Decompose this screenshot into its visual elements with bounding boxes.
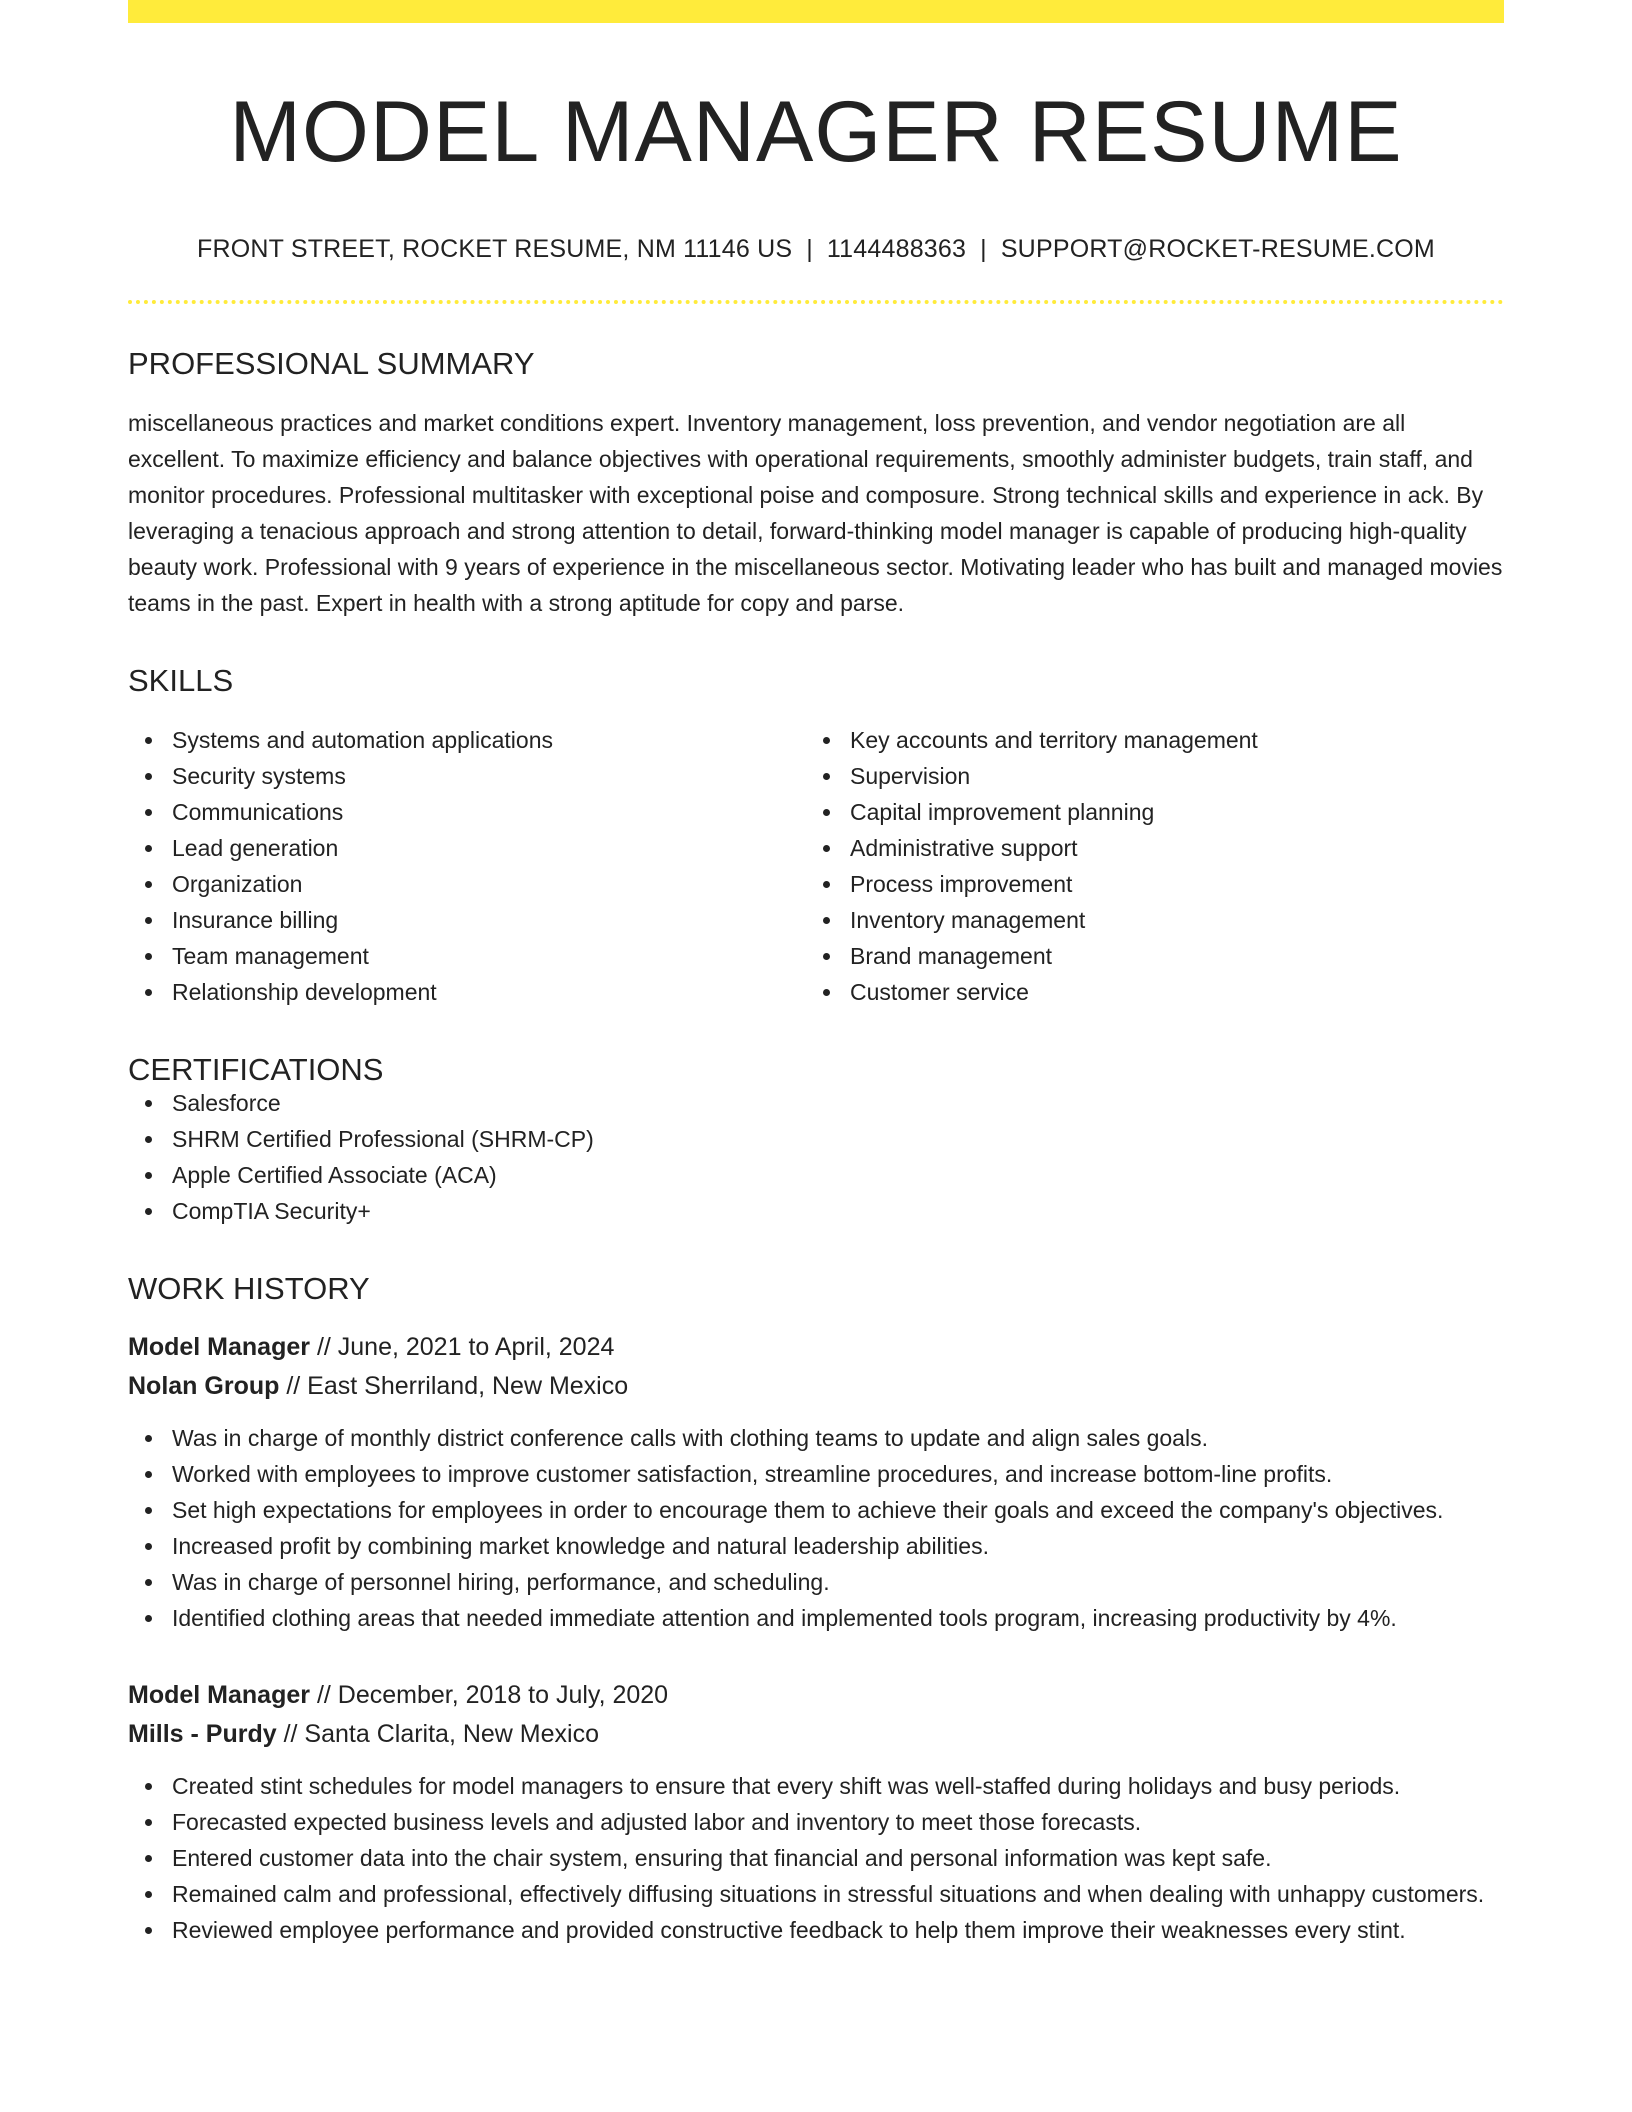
skills-section — [128, 662, 1504, 1010]
job-bullets — [128, 1768, 1504, 1948]
skill-item: Systems and automation applications — [128, 722, 806, 758]
job-company: Nolan Group — [128, 1371, 280, 1400]
work-history-heading: WORK HISTORY — [128, 1270, 370, 1306]
job-bullet: Was in charge of monthly district conference calls with clothing teams to update and align sales goals. — [128, 1420, 1504, 1456]
job-bullet: Remained calm and professional, effectively diffusing situations in stressful situations and when dealing with unhappy customers. — [128, 1876, 1504, 1912]
accent-bar — [128, 0, 1504, 23]
skill-item: Process improvement — [806, 866, 1484, 902]
resume-title: MODEL MANAGER RESUME — [229, 84, 1403, 180]
contact-line — [128, 235, 1504, 264]
contact-separator: | — [980, 234, 987, 263]
job-company-line — [128, 1715, 1504, 1754]
job-entry — [128, 1328, 1504, 1636]
job-bullet: Was in charge of personnel hiring, performance, and scheduling. — [128, 1564, 1504, 1600]
skill-item: Key accounts and territory management — [806, 722, 1484, 758]
skill-item: Supervision — [806, 758, 1484, 794]
contact-address: FRONT STREET, ROCKET RESUME, NM 11146 US — [197, 234, 793, 263]
job-bullet: Set high expectations for employees in order to encourage them to achieve their goals and exceed the company's objectives. — [128, 1492, 1504, 1528]
skills-list-right — [806, 722, 1484, 1010]
certification-item: Apple Certified Associate (ACA) — [128, 1157, 1504, 1193]
job-company: Mills - Purdy — [128, 1719, 277, 1748]
job-role: Model Manager — [128, 1332, 310, 1361]
skill-item: Administrative support — [806, 830, 1484, 866]
skill-item: Security systems — [128, 758, 806, 794]
certifications-list — [128, 1085, 1504, 1229]
header-divider — [128, 300, 1504, 304]
contact-phone: 1144488363 — [826, 234, 967, 263]
skill-item: Team management — [128, 938, 806, 974]
job-location: // Santa Clarita, New Mexico — [283, 1719, 599, 1748]
job-entry — [128, 1676, 1504, 1948]
job-bullets — [128, 1420, 1504, 1636]
skill-item: Inventory management — [806, 902, 1484, 938]
job-title-line — [128, 1328, 1504, 1367]
skill-item: Communications — [128, 794, 806, 830]
skill-item: Relationship development — [128, 974, 806, 1010]
job-title-line — [128, 1676, 1504, 1715]
job-location: // East Sherriland, New Mexico — [286, 1371, 629, 1400]
certifications-section — [128, 1051, 1504, 1229]
contact-separator: | — [806, 234, 813, 263]
job-bullet: Identified clothing areas that needed immediate attention and implemented tools program, increasing productivity by 4%. — [128, 1600, 1504, 1636]
certification-item: Salesforce — [128, 1085, 1504, 1121]
summary-heading: PROFESSIONAL SUMMARY — [128, 345, 535, 381]
job-bullet: Forecasted expected business levels and adjusted labor and inventory to meet those forecasts. — [128, 1804, 1504, 1840]
job-role: Model Manager — [128, 1680, 310, 1709]
job-bullet: Increased profit by combining market knowledge and natural leadership abilities. — [128, 1528, 1504, 1564]
job-bullet: Created stint schedules for model managers to ensure that every shift was well-staffed during holidays and busy periods. — [128, 1768, 1504, 1804]
skill-item: Brand management — [806, 938, 1484, 974]
skill-item: Customer service — [806, 974, 1484, 1010]
skills-list-left — [128, 722, 806, 1010]
job-company-line — [128, 1367, 1504, 1406]
job-bullet: Reviewed employee performance and provided constructive feedback to help them improve their weaknesses every stint. — [128, 1912, 1504, 1948]
certifications-heading: CERTIFICATIONS — [128, 1051, 384, 1087]
job-bullet: Entered customer data into the chair system, ensuring that financial and personal information was kept safe. — [128, 1840, 1504, 1876]
work-history-section — [128, 1270, 1504, 1948]
skills-heading: SKILLS — [128, 662, 234, 698]
skills-columns — [128, 722, 1504, 1010]
job-dates: // December, 2018 to July, 2020 — [316, 1680, 669, 1709]
skill-item: Insurance billing — [128, 902, 806, 938]
certification-item: SHRM Certified Professional (SHRM-CP) — [128, 1121, 1504, 1157]
skill-item: Capital improvement planning — [806, 794, 1484, 830]
summary-text: miscellaneous practices and market conditions expert. Inventory management, loss prevention, and vendor negotiation are all excellent. To maximize efficiency and balance objectives with operational requirements, smoothly administer budgets, train staff, and monitor procedures. Professional multitasker with exceptional poise and composure. Strong technical skills and experience in ack. By leveraging a tenacious approach and strong attention to detail, forward-thinking model manager is capable of producing high-quality beauty work. Professional with 9 years of experience in the miscellaneous sector. Motivating leader who has built and managed movies teams in the past. Expert in health with a strong aptitude for copy and parse. — [128, 409, 1503, 616]
certification-item: CompTIA Security+ — [128, 1193, 1504, 1229]
job-dates: // June, 2021 to April, 2024 — [316, 1332, 615, 1361]
skill-item: Lead generation — [128, 830, 806, 866]
summary-section — [128, 345, 1504, 621]
contact-email: SUPPORT@ROCKET-RESUME.COM — [1000, 234, 1435, 263]
job-bullet: Worked with employees to improve customer satisfaction, streamline procedures, and increase bottom-line profits. — [128, 1456, 1504, 1492]
skill-item: Organization — [128, 866, 806, 902]
resume-page — [128, 0, 1504, 1948]
